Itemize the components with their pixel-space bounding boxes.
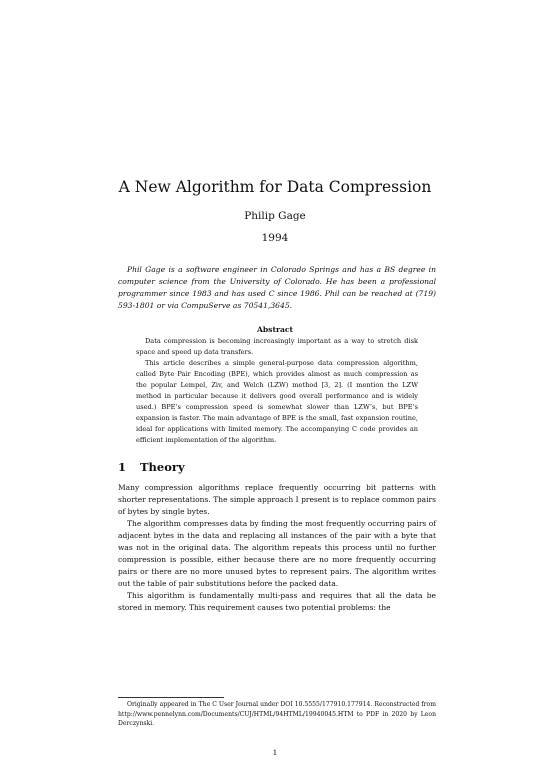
body-paragraph: This algorithm is fundamentally multi-pass and requires that all the data be stored in memory. This requirement causes two potential problems: the — [118, 591, 436, 612]
footnote: Originally appeared in The C User Journal under DOI 10.5555/177910.177914. Reconstructed from http://www.pennelynn.com/Documents/CUJ/HTML/94HTML/19940045.HTM to PDF in 2020 by Leon Derczynski. — [118, 701, 436, 727]
section-body — [118, 482, 436, 614]
section-number: 1 — [118, 460, 127, 474]
page-number: 1 — [272, 748, 278, 757]
abstract-body — [136, 336, 418, 446]
paper-title: A New Algorithm for Data Compression — [118, 178, 432, 196]
abstract-paragraph: Data compression is becoming increasingly important as a way to stretch disk space and speed up data transfers. — [136, 337, 418, 356]
publication-date: 1994 — [261, 232, 289, 244]
abstract-paragraph: This article describes a simple general-purpose data compression algorithm, called Byte Pair Encoding (BPE), which provides almost as much compression as the popular Lempel, Ziv, and Welch (LZW) method [3, 2]. (I mention the LZW method in particular because it delivers good overall performance and is widely used.) BPE’s compression speed is somewhat slower than LZW’s, but BPE’s expansion is faster. The main advantage of BPE is the small, fast expansion routine, ideal for applications with limited memory. The accompanying C code provides an efficient implementation of the algorithm. — [136, 359, 418, 444]
abstract-heading: Abstract — [256, 325, 294, 334]
body-paragraph: Many compression algorithms replace frequently occurring bit patterns with shorter representations. The simple approach I present is to replace common pairs of bytes by single bytes. — [118, 483, 436, 516]
section-title: Theory — [140, 460, 185, 474]
author-bio: Phil Gage is a software engineer in Colorado Springs and has a BS degree in computer science from the University of Colorado. He has been a professional programmer since 1983 and has used C since 1986. Phil can be reached at (719) 593-1801 or via CompuServe as 70541,3645. — [118, 265, 436, 310]
section-heading — [118, 459, 436, 475]
footnote-rule — [118, 697, 224, 698]
author-name: Philip Gage — [244, 210, 306, 222]
body-paragraph: The algorithm compresses data by finding the most frequently occurring pairs of adjacent bytes in the data and replacing all instances of the pair with a byte that was not in the original data. The algorithm repeats this process until no further compression is possible, either because there are no more frequently occurring pairs or there are no more unused bytes to represent pairs. The algorithm writes out the table of pair substitutions before the packed data. — [118, 519, 436, 588]
